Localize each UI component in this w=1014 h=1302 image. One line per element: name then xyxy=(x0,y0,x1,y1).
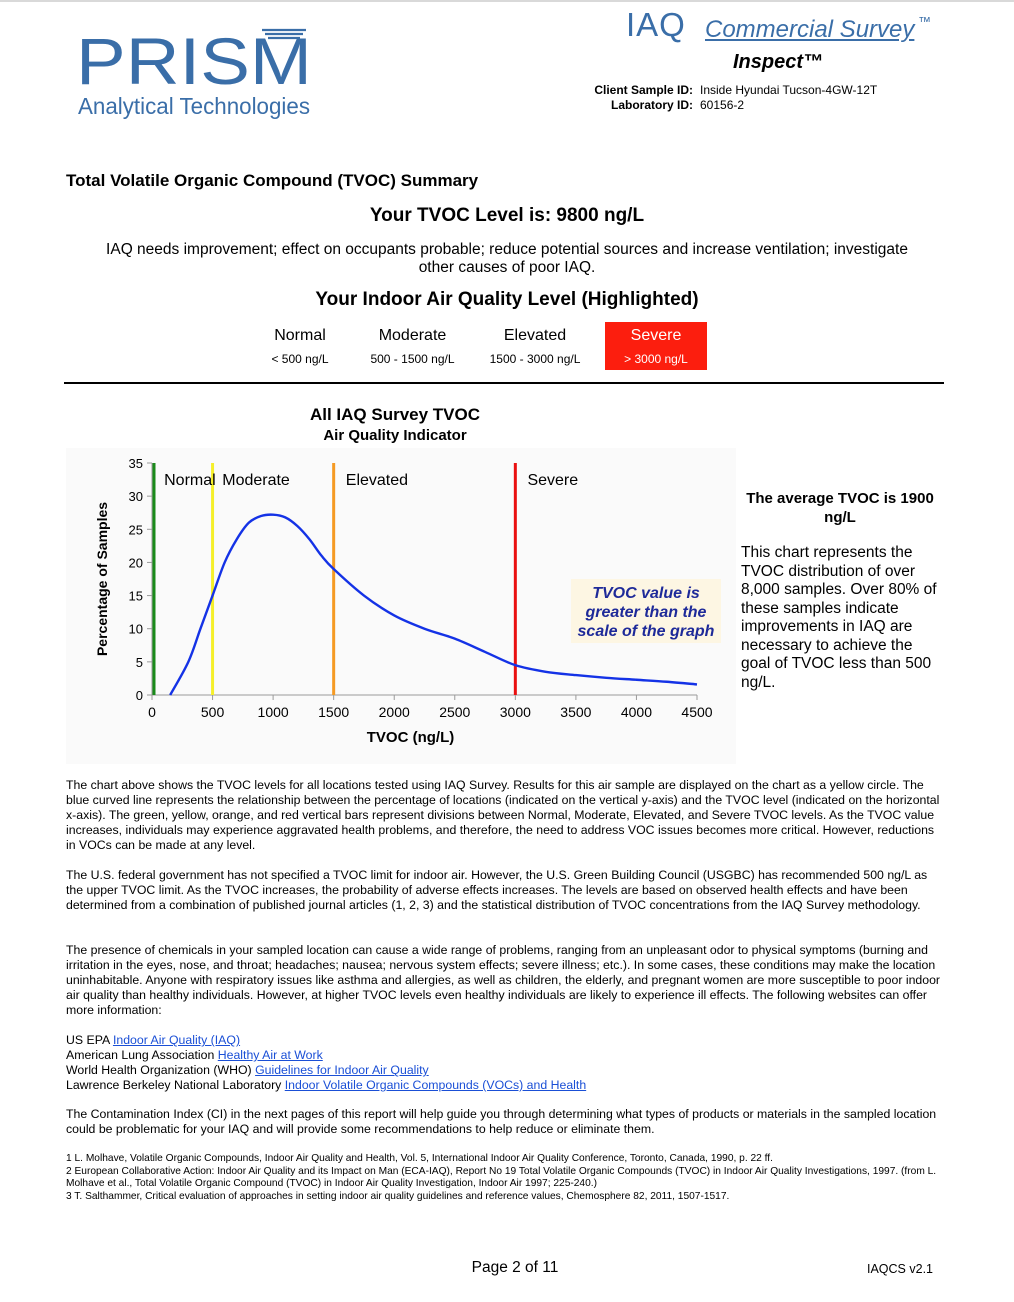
paragraph-limits: The U.S. federal government has not specified a TVOC limit for indoor air. However, the U.S. Green Building Council (USGBC) has recommended 500 ng/L as the upper TVOC limit. As the TVOC increases, the probability of adverse effects increases. The levels are based on observed health effects and have been determined from a combination of published journal articles (1, 2, 3) and the statistical distribution of TVOC concentrations from the IAQ Survey methodology. xyxy=(66,868,928,912)
top-border xyxy=(0,0,1014,2)
y-tick-label: 25 xyxy=(128,522,143,538)
link-org: World Health Organization (WHO) xyxy=(66,1063,256,1077)
laboratory-label: Laboratory ID: xyxy=(610,98,693,112)
prism-logo-graphic xyxy=(76,26,321,126)
level-name: Normal xyxy=(274,327,326,344)
zone-label: Normal xyxy=(164,472,216,489)
zone-label: Elevated xyxy=(345,472,409,489)
level-name: Elevated xyxy=(503,327,567,344)
page-number: Page 2 of 11 xyxy=(471,1259,559,1276)
level-severe-highlighted xyxy=(605,322,707,370)
y-tick-label: 20 xyxy=(128,555,143,571)
level-normal xyxy=(250,322,350,370)
x-tick-label: 4500 xyxy=(681,704,713,720)
level-range: > 3000 ng/L xyxy=(624,352,688,366)
level-moderate xyxy=(355,322,470,370)
tvoc-chart xyxy=(66,448,736,764)
section-divider xyxy=(64,382,944,384)
x-tick-label: 1000 xyxy=(257,704,289,720)
client-sample-label: Client Sample ID: xyxy=(594,83,693,97)
tvoc-chart-svg xyxy=(66,448,736,764)
footnote: 2 European Collaborative Action: Indoor Air Quality and its Impact on Man (ECA-IAQ), Report No 19 Total Volatile Organic Compounds (TVOC) in Indoor Air Quality Investigations, 1997. (from L. Molhave et al., Total Volatile Organic Compound (TVOC) in Indoor Air Quality Investigation, Indoor Air 1997; 225-240.) xyxy=(66,1165,937,1189)
footnote: 1 L. Molhave, Volatile Organic Compounds, Indoor Air Quality and Health, Vol. 5, International Indoor Air Quality Conference, Toronto, Canada, 1990, p. 22 ff. xyxy=(66,1153,773,1164)
link-org: American Lung Association xyxy=(66,1048,218,1062)
version-label: IAQCS v2.1 xyxy=(867,1262,933,1276)
aq-level-heading: Your Indoor Air Quality Level (Highlighted) xyxy=(315,289,699,310)
y-tick-label: 35 xyxy=(128,456,143,471)
tvoc-level: Your TVOC Level is: 9800 ng/L xyxy=(369,205,645,226)
paragraph-health: The presence of chemicals in your sampled location can cause a wide range of problems, ranging from an unpleasant odor to physical symptoms (burning and irritation in the eyes, nose, and throat; headaches; nausea; nervous system effects; severe illness; etc.). In some cases, these conditions may make the location uninhabitable. Anyone with respiratory issues like asthma and allergies, as well as children, the elderly, and pregnant women are more susceptible to poor indoor air quality than healthy individuals. However, at higher TVOC levels even healthy individuals are likely to experience ill effects. The following websites can offer more information: xyxy=(66,943,941,1017)
resource-links xyxy=(66,1033,586,1093)
y-tick-label: 5 xyxy=(135,654,143,670)
x-tick-label: 4000 xyxy=(620,704,653,720)
section-title: Total Volatile Organic Compound (TVOC) Summary xyxy=(66,171,479,190)
x-axis-label: TVOC (ng/L) xyxy=(366,729,455,746)
paragraph-contamination-index: The Contamination Index (CI) in the next pages of this report will help guide you through determining what types of products or materials in the sampled location could be problematic for your IAQ and will provide some recommendations to help reduce or eliminate them. xyxy=(66,1107,937,1136)
annotation-text: greater than the xyxy=(585,604,707,621)
paragraph-chart-explanation: The chart above shows the TVOC levels for all locations tested using IAQ Survey. Results for this air sample are displayed on the chart as a yellow circle. The blue curved line represents the relationship between the percentage of locations (indicated on the vertical y-axis) and the TVOC level (indicated on the horizontal x-axis). The green, yellow, orange, and red vertical bars represent divisions between Normal, Moderate, Elevated, and Severe TVOC levels. As the TVOC value increases, individuals may experience aggravated health problems, and therefore, the need to address VOC issues becomes more critical. However, reductions in VOCs can be made at any level. xyxy=(66,778,940,852)
level-name: Moderate xyxy=(378,327,447,344)
zone-label: Severe xyxy=(527,472,579,489)
who-guidelines-link[interactable]: Guidelines for Indoor Air Quality xyxy=(255,1063,429,1077)
link-org: Lawrence Berkeley National Laboratory xyxy=(66,1078,285,1092)
prism-logo xyxy=(76,26,321,126)
x-tick-label: 3000 xyxy=(499,704,531,720)
trademark: ™ xyxy=(918,14,931,29)
link-row xyxy=(66,1033,586,1048)
chart-subtitle: Air Quality Indicator xyxy=(323,427,467,444)
logo-sub-text: Analytical Technologies xyxy=(78,93,310,119)
average-tvoc: The average TVOC is 1900 ng/L xyxy=(746,490,934,526)
level-elevated xyxy=(476,322,594,370)
x-tick-label: 500 xyxy=(200,704,225,720)
link-org: US EPA xyxy=(66,1033,113,1047)
footnotes xyxy=(66,1153,942,1203)
logo-main-text: PRISM xyxy=(76,24,312,98)
level-range: 500 - 1500 ng/L xyxy=(370,352,455,366)
advice-text: IAQ needs improvement; effect on occupants probable; reduce potential sources and increase ventilation; investigate other causes of poor IAQ. xyxy=(106,241,908,276)
iaq-title: IAQ xyxy=(626,6,686,43)
x-tick-label: 2000 xyxy=(378,704,410,720)
link-row xyxy=(66,1048,586,1063)
chart-description: This chart represents the TVOC distribution of over 8,000 samples. Over 80% of these samples indicate improvements in IAQ are necessary to achieve the goal of TVOC less than 500 ng/L. xyxy=(741,544,937,691)
footnote: 3 T. Salthammer, Critical evaluation of approaches in setting indoor air quality guidelines and reference values, Chemosphere 82, 2011, 1507-1517. xyxy=(66,1190,730,1202)
y-axis-label: Percentage of Samples xyxy=(94,501,110,657)
epa-iaq-link[interactable]: Indoor Air Quality (IAQ) xyxy=(112,1033,241,1047)
annotation-text: TVOC value is xyxy=(592,585,700,602)
annotation-text: scale of the graph xyxy=(577,623,715,640)
x-tick-label: 2500 xyxy=(439,704,471,720)
link-row xyxy=(66,1063,586,1078)
level-range: 1500 - 3000 ng/L xyxy=(489,352,581,366)
healthy-air-link[interactable]: Healthy Air at Work xyxy=(217,1048,323,1062)
lbnl-voc-link[interactable]: Indoor Volatile Organic Compounds (VOCs) and Health xyxy=(284,1078,587,1092)
survey-title: Commercial Survey xyxy=(705,16,915,43)
chart-title: All IAQ Survey TVOC xyxy=(309,405,481,424)
laboratory-value: 60156-2 xyxy=(700,98,745,112)
x-tick-label: 1500 xyxy=(318,704,350,720)
y-tick-label: 30 xyxy=(128,489,143,505)
level-name: Severe xyxy=(630,327,682,344)
zone-label: Moderate xyxy=(222,472,290,489)
x-tick-label: 3500 xyxy=(560,704,592,720)
inspect-title: Inspect™ xyxy=(733,51,824,73)
x-tick-label: 0 xyxy=(148,704,156,720)
level-range: < 500 ng/L xyxy=(271,352,329,366)
y-tick-label: 10 xyxy=(128,621,143,637)
y-tick-label: 0 xyxy=(135,688,143,703)
link-row xyxy=(66,1078,586,1093)
y-tick-label: 15 xyxy=(128,588,143,604)
client-sample-value: Inside Hyundai Tucson-4GW-12T xyxy=(700,83,878,97)
